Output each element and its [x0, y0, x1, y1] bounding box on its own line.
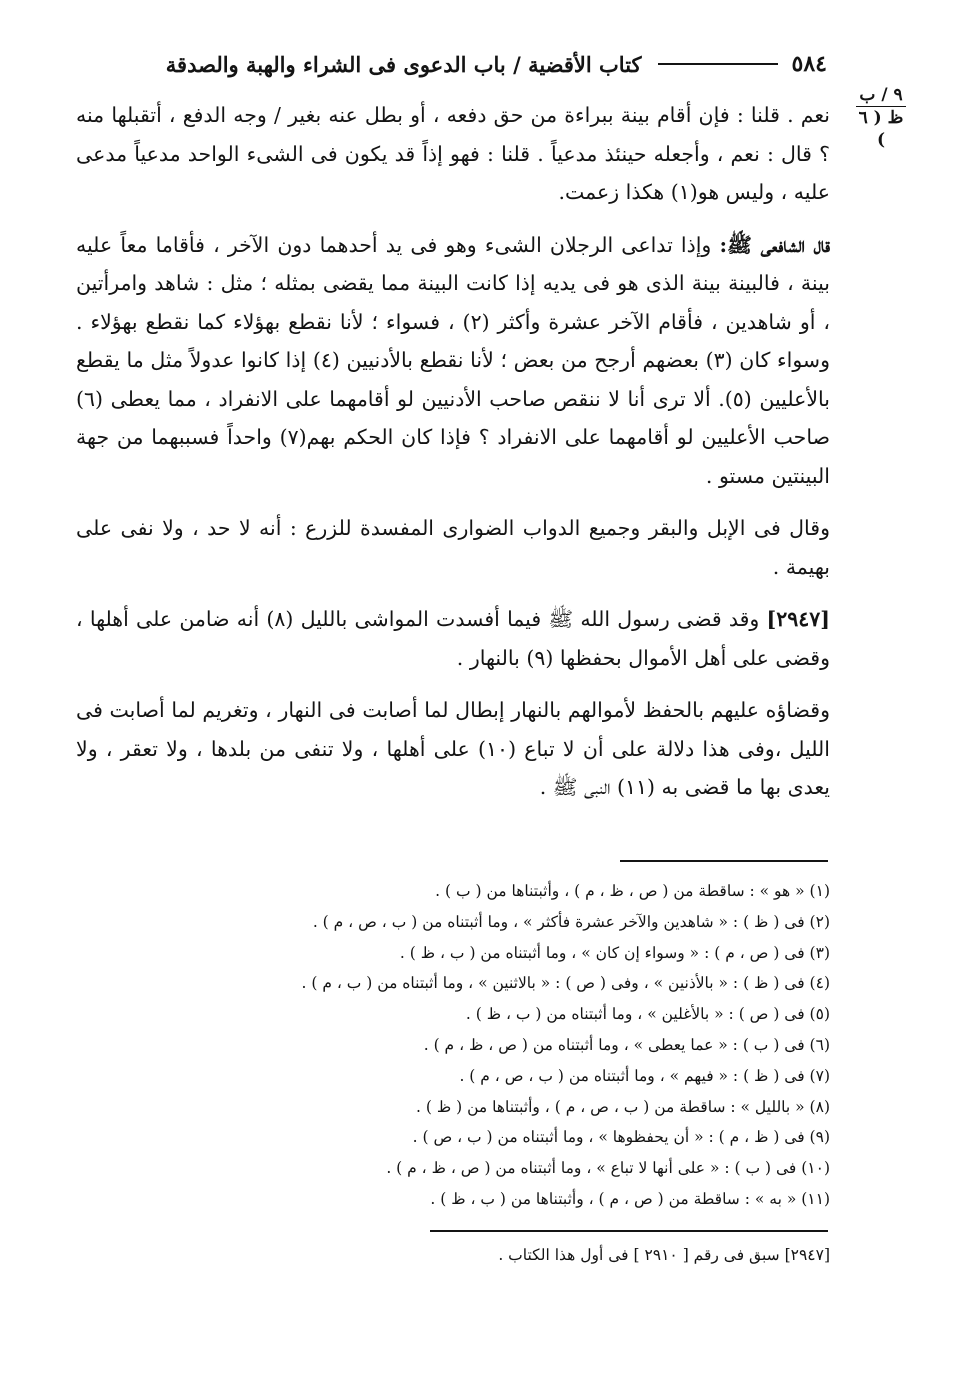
footnote-divider — [620, 860, 828, 862]
footnote: (١١) « به » : ساقطة من ( ص ، م ) ، وأثبتناها من ( ب ، ظ ) . — [430, 1189, 830, 1208]
header-rule — [658, 63, 778, 65]
paragraph-4 — [76, 600, 830, 677]
footnote: (٤) فى ( ظ ) : « بالأذنين » ، وفى ( ص ) : « بالاثنين » ، وما أثبتناه من ( ب ، م ) . — [301, 974, 830, 993]
hadith-number: [٢٩٤٧] — [766, 607, 830, 631]
paragraph-2 — [76, 226, 830, 496]
footnote: (٢) فى ( ظ ) : « شاهدين والآخر عشرة فأكثر » ، وما أثبتناه من ( ب ، ص ، م ) . — [312, 912, 830, 931]
cross-reference-note: [٢٩٤٧] سبق فى رقم [ ٢٩١٠ ] فى أول هذا الكتاب . — [498, 1246, 830, 1264]
footnote: (٣) فى ( ص ، م ) : « وسواء إن كان » ، وما أثبتناه من ( ب ، ظ ) . — [399, 943, 830, 962]
footnotes — [60, 876, 830, 1215]
header-title: كتاب الأقضية / باب الدعوى فى الشراء والهبة والصدقة — [165, 51, 642, 77]
margin-note-folio: ٩ / ب — [856, 84, 906, 107]
manuscript-margin-note — [856, 84, 906, 151]
footnote: (٦) فى ( ب ) : « عما يعطى » ، وما أثبتناه من ( ص ، ظ ، م ) . — [423, 1035, 830, 1054]
paragraph-1: نعم . قلنا : فإن أقام بينة ببراءة من حق دفعه ، أو بطل عنه بغير / وجه الدفع ، أتقبلها منه ؟ قال : نعم ، وأجعله حينئذ مدعياً . قلنا : فهو إذاً قد يكون فى الشىء الواحد مدعياً مدعى عليه ، وليس هو(١) هكذا زعمت. — [76, 103, 830, 204]
footnote: (٩) فى ( ظ ، م ) : « أن يحفظوها » ، وما أثبتناه من ( ب ، ص ) . — [412, 1128, 830, 1147]
paragraph-3: وقال فى الإبل والبقر وجميع الدواب الضوارى المفسدة للزرع : أنه لا حد ، ولا نفى على بهيمة . — [76, 516, 830, 579]
margin-note-manuscript: ظ ( ٦ ) — [858, 108, 904, 150]
footnote: (٥) فى ( ص ) : « بالأغلين » ، وما أثبتناه من ( ب ، ظ ) . — [465, 1005, 830, 1024]
main-text — [76, 96, 830, 821]
paragraph-2-text: وإذا تداعى الرجلان الشىء وهو فى يد أحدهما دون الآخر ، فأقاما معاً عليه بينة ، فالبينة بينة الذى هو فى يديه إذا كانت البينة مما يقضى بمثله ؛ مثل : شاهد وامرأتين ، أو شاهدين ، فأقام الآخر عشرة وأكثر (٢) ، فسواء ؛ لأنا نقطع بهؤلاء كما نقطع بهؤلاء . وسواء كان (٣) بعضهم أرجح من بعض ؛ لأنا نقطع بالأدنيين (٤) إذا كانوا عدولاً مثل ما يقطع بالأعليين (٥). ألا ترى أنا لا ننقص صاحب الأدنيين لو أقامهما على الانفراد ، مما يعطى (٦) صاحب الأعليين لو أقامهما على الانفراد ؟ فإذا كان الحكم بهم(٧) واحداً فسببهما من جهة البينتين مستو . — [76, 232, 831, 488]
running-header — [52, 44, 827, 84]
paragraph-5: وقضاؤه عليهم بالحفظ لأموالهم بالنهار إبطال لما أصابت فى النهار ، وتغريم لما أصابت فى الليل ،وفى هذا دلالة على أن لا تباع (١٠) على أهلها ، ولا تنفى من بلدها ، ولا تعقر ، ولا يعدى بها ما قضى به (١١) النبى ﷺ . — [76, 698, 830, 799]
footnote: (٧) فى ( ظ ) : « فيهم » ، وما أثبتناه من ( ب ، ص ، م ) . — [459, 1066, 830, 1085]
paragraph-4-text: وقد قضى رسول الله ﷺ فيما أفسدت المواشى بالليل (٨) أنه ضامن على أهلها ، وقضى على أهل الأموال بحفظها (٩) بالنهار . — [76, 607, 830, 670]
footnote: (١٠) فى ( ب ) : « على أنها لا تباع » ، وما أثبتناه من ( ص ، ظ ، م ) . — [386, 1159, 830, 1178]
reference-divider — [430, 1230, 828, 1232]
footnote: (١) « هو » : ساقطة من ( ص ، ظ ، م ) ، وأثبتناها من ( ب ) . — [435, 882, 830, 900]
paragraph-2-lead: قال الشافعى ﷺ: — [719, 232, 830, 257]
footnote: (٨) « بالليل » : ساقطة من ( ب ، ص ، م ) ، وأثبتناها من ( ظ ) . — [416, 1097, 830, 1116]
page-number: ٥٨٤ — [791, 51, 827, 77]
